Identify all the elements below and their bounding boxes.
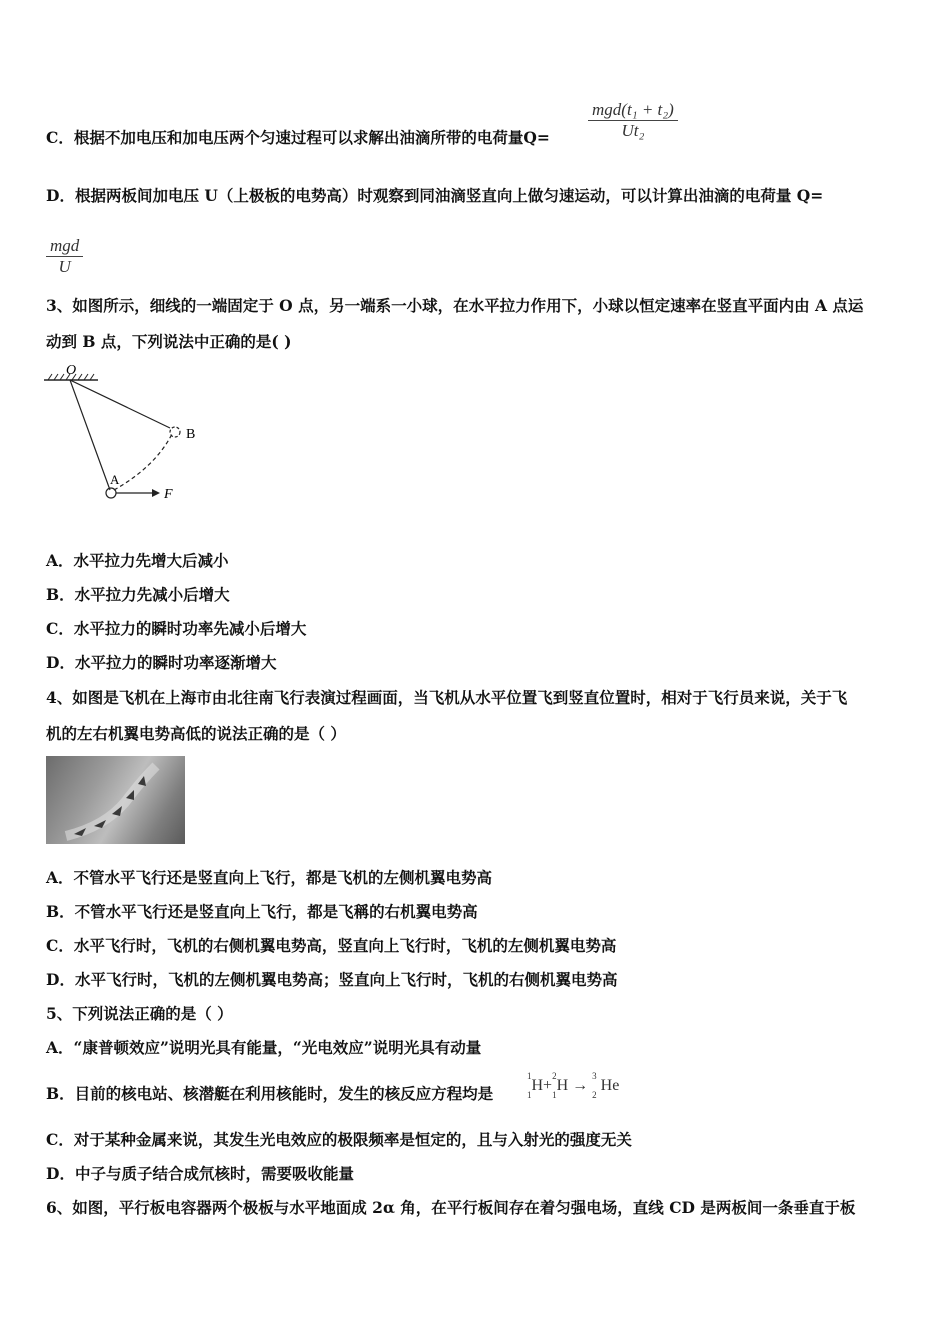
nuclear-equation xyxy=(527,1072,619,1101)
arrow-head-icon xyxy=(152,489,160,497)
h1-charge: 1 xyxy=(527,1090,532,1101)
option-d xyxy=(46,186,823,206)
q3-stem-line1: 3、如图所示，细线的一端固定于 O 点，另一端系一小球，在水平拉力作用下，小球以恒定速率在竖直平面内由 A 点运 xyxy=(46,296,864,315)
option-c-label: C． xyxy=(46,128,74,147)
q5-option-d: D．中子与质子结合成氘核时，需要吸收能量 xyxy=(46,1164,354,1183)
option-c-q: Q= xyxy=(523,128,550,147)
arc-path xyxy=(114,434,172,490)
q3-stem-line2: 动到 B 点，下列说法中正确的是( ) xyxy=(46,332,292,351)
q3-option-a: A．水平拉力先增大后减小 xyxy=(46,551,229,570)
q3-option-c: C．水平拉力的瞬时功率先减小后增大 xyxy=(46,619,307,638)
ball-a xyxy=(106,488,116,498)
option-c-text: 根据不加电压和加电压两个匀速过程可以求解出油滴所带的电荷量 xyxy=(73,128,524,147)
airshow-photo xyxy=(46,756,185,844)
q4-option-c: C．水平飞行时，飞机的右侧机翼电势高，竖直向上飞行时，飞机的左侧机翼电势高 xyxy=(46,936,617,955)
q4-option-a: A．不管水平飞行还是竖直向上飞行，都是飞机的左侧机翼电势高 xyxy=(46,868,493,887)
force-label: F xyxy=(164,487,173,502)
h1-symbol: H+ xyxy=(531,1076,553,1094)
point-b-label: B xyxy=(186,427,196,442)
q5-stem: 5、下列说法正确的是（ ） xyxy=(46,1004,233,1023)
q4-stem-line2: 机的左右机翼电势高低的说法正确的是（ ） xyxy=(46,724,346,743)
option-c-numerator: mgd(t₁ + t₂) xyxy=(592,100,674,119)
point-a-label: A xyxy=(110,472,120,487)
he-mass: 3 xyxy=(592,1071,597,1081)
q5-option-b: B．目前的核电站、核潜艇在利用核能时，发生的核反应方程均是 xyxy=(46,1084,494,1103)
option-d-label: D． xyxy=(46,186,75,205)
q6-stem-line1: 6、如图，平行板电容器两个极板与水平地面成 2α 角，在平行板间存在着匀强电场，直线 CD 是两板间一条垂直于板 xyxy=(46,1198,856,1217)
q5-option-c: C．对于某种金属来说，其发生光电效应的极限频率是恒定的，且与入射光的强度无关 xyxy=(46,1130,632,1149)
q3-option-b: B．水平拉力先减小后增大 xyxy=(46,585,230,604)
option-c xyxy=(46,128,550,148)
option-c-fraction xyxy=(588,100,678,141)
q3-figure xyxy=(40,362,210,507)
option-c-denominator: Ut₂ xyxy=(621,121,645,140)
option-d-denominator: U xyxy=(58,257,71,276)
option-d-fraction xyxy=(46,236,83,277)
ball-b xyxy=(170,427,180,437)
q4-stem-line1: 4、如图是飞机在上海市由北往南飞行表演过程画面，当飞机从水平位置飞到竖直位置时，相对于飞行员来说，关于飞 xyxy=(46,688,848,707)
h1-mass: 1 xyxy=(527,1071,532,1081)
q4-option-b: B．不管水平飞行还是竖直向上飞行，都是飞稱的右机翼电势高 xyxy=(46,902,478,921)
option-d-text: 根据两板间加电压 U（上极板的电势高）时观察到同油滴竖直向上做匀速运动，可以计算出油滴的电荷量 Q= xyxy=(74,186,824,205)
option-d-numerator: mgd xyxy=(50,236,80,255)
point-o-label: O xyxy=(66,363,77,378)
he-charge: 2 xyxy=(592,1090,597,1101)
h2-charge: 1 xyxy=(552,1090,557,1101)
q3-option-d: D．水平拉力的瞬时功率逐渐增大 xyxy=(46,653,277,672)
h2-symbol: H → xyxy=(556,1076,589,1094)
h2-mass: 2 xyxy=(552,1071,557,1081)
q4-option-d: D．水平飞行时，飞机的左侧机翼电势高；竖直向上飞行时，飞机的右侧机翼电势高 xyxy=(46,970,618,989)
q5-option-a: A．“康普顿效应”说明光具有能量，“光电效应”说明光具有动量 xyxy=(46,1038,482,1057)
he-symbol: He xyxy=(596,1076,620,1094)
